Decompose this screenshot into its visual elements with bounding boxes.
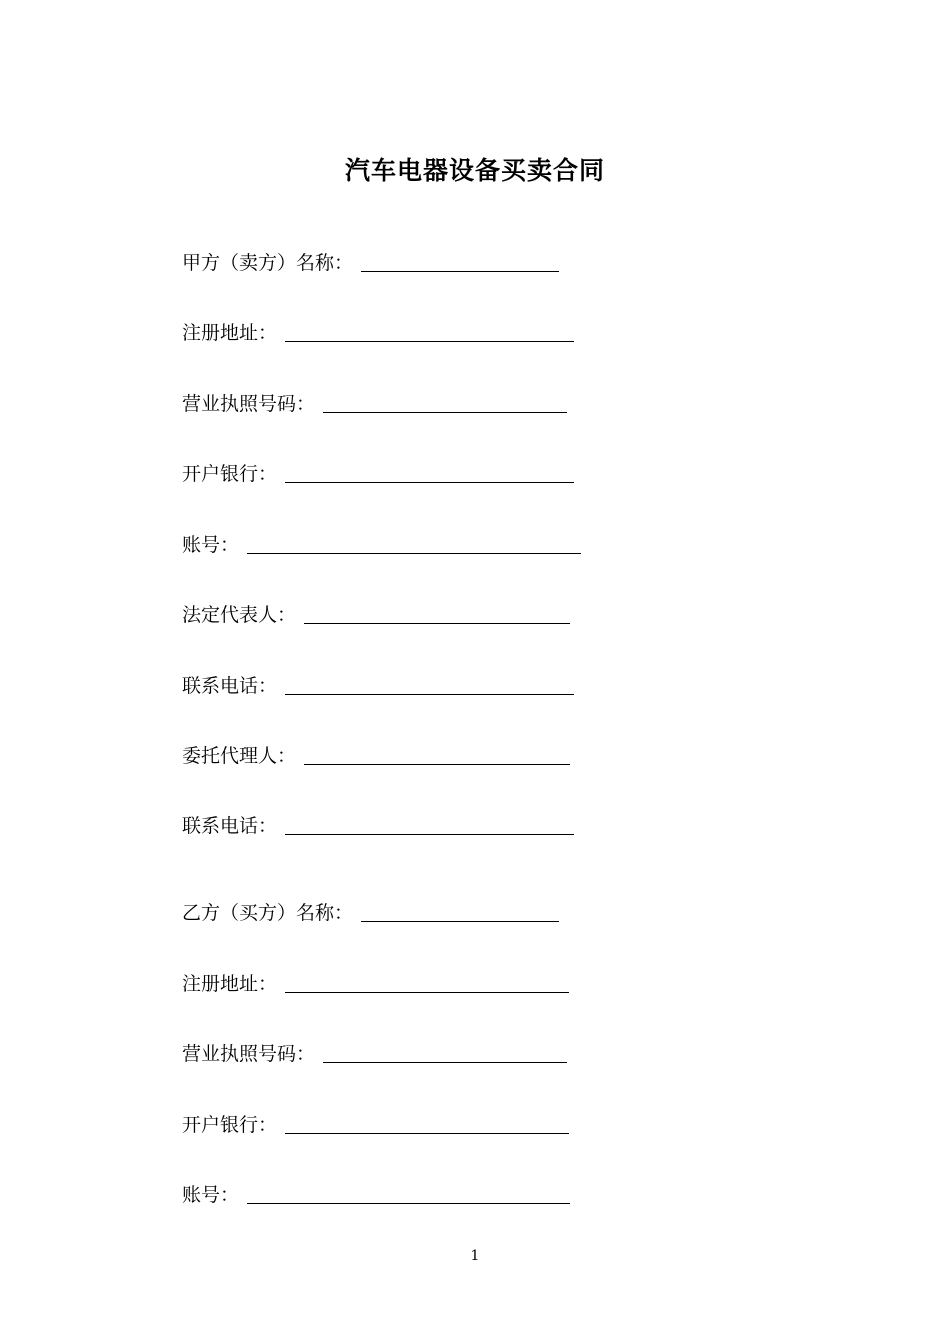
seller-name-label: 甲方（卖方）名称： [182,252,354,274]
buyer-bank-label: 开户银行： [182,1114,278,1136]
buyer-name-blank[interactable] [361,899,559,922]
buyer-address-blank[interactable] [285,970,569,993]
seller-agent-field [182,739,570,769]
buyer-name-field [182,896,559,926]
seller-account-label: 账号： [182,534,240,556]
buyer-account-blank[interactable] [247,1181,570,1204]
document-title: 汽车电器设备买卖合同 [344,156,605,185]
seller-license-blank[interactable] [323,390,567,413]
seller-phone-label: 联系电话： [182,675,278,697]
buyer-account-label: 账号： [182,1184,240,1206]
buyer-bank-blank[interactable] [285,1111,569,1134]
buyer-address-field [182,967,569,997]
buyer-bank-field [182,1108,569,1138]
seller-legal-rep-label: 法定代表人： [182,604,297,626]
buyer-license-field [182,1037,567,1067]
seller-name-blank[interactable] [361,249,559,272]
seller-legal-rep-field [182,598,570,628]
buyer-address-label: 注册地址： [182,973,278,995]
seller-name-field [182,246,559,276]
seller-agent-phone-field [182,809,574,839]
seller-bank-field [182,457,574,487]
buyer-name-label: 乙方（买方）名称： [182,902,354,924]
seller-phone-blank[interactable] [285,672,574,695]
page-number: 1 [470,1248,480,1264]
seller-agent-phone-label: 联系电话： [182,815,278,837]
buyer-license-label: 营业执照号码： [182,1043,316,1065]
seller-agent-label: 委托代理人： [182,745,297,767]
seller-license-field [182,387,567,417]
seller-address-blank[interactable] [285,319,574,342]
buyer-license-blank[interactable] [323,1040,567,1063]
seller-bank-label: 开户银行： [182,463,278,485]
seller-license-label: 营业执照号码： [182,393,316,415]
buyer-account-field [182,1178,570,1208]
seller-legal-rep-blank[interactable] [304,601,570,624]
seller-account-field [182,528,581,558]
seller-account-blank[interactable] [247,531,581,554]
seller-phone-field [182,669,574,699]
seller-agent-blank[interactable] [304,742,570,765]
seller-agent-phone-blank[interactable] [285,812,574,835]
seller-address-label: 注册地址： [182,322,278,344]
seller-bank-blank[interactable] [285,460,574,483]
seller-address-field [182,316,574,346]
